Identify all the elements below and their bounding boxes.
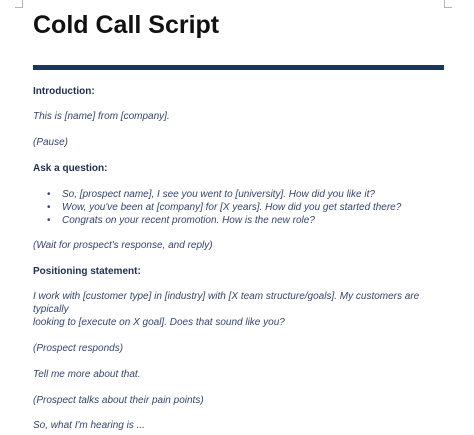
pain-points-note: (Prospect talks about their pain points) [33,395,204,406]
what-im-hearing-line: So, what I'm hearing is ... [33,420,145,431]
question-heading: Ask a question: [33,163,108,174]
bullet-icon: • [47,189,51,200]
bullet-text: So, [prospect name], I see you went to [university]. How did you like it? [62,189,375,200]
wait-note: (Wait for prospect's response, and reply) [33,240,213,251]
pause-note: (Pause) [33,137,69,148]
bullet-icon: • [47,215,51,226]
introduction-line: This is [name] from [company]. [33,111,170,122]
introduction-heading: Introduction: [33,86,95,97]
tell-me-more-line: Tell me more about that. [33,369,141,380]
bullet-text: Congrats on your recent promotion. How is the new role? [62,215,315,226]
question-bullet-list [33,188,448,227]
list-item [47,188,448,201]
positioning-line-1: I work with [customer type] in [industry] with [X team structure/goals]. My customers are typically [33,291,420,315]
document-body [33,85,448,432]
list-item [47,201,448,214]
bullet-icon: • [47,202,51,213]
positioning-heading: Positioning statement: [33,266,141,277]
page-corner-mark-right [444,0,452,8]
page-corner-mark-left [15,0,23,8]
title-divider [33,65,444,70]
prospect-responds-note: (Prospect responds) [33,343,124,354]
list-item [47,214,448,227]
bullet-text: Wow, you've been at [company] for [X years]. How did you get started there? [62,202,402,213]
document-title: Cold Call Script [33,11,220,39]
positioning-line-2: looking to [execute on X goal]. Does that sound like you? [33,317,285,328]
